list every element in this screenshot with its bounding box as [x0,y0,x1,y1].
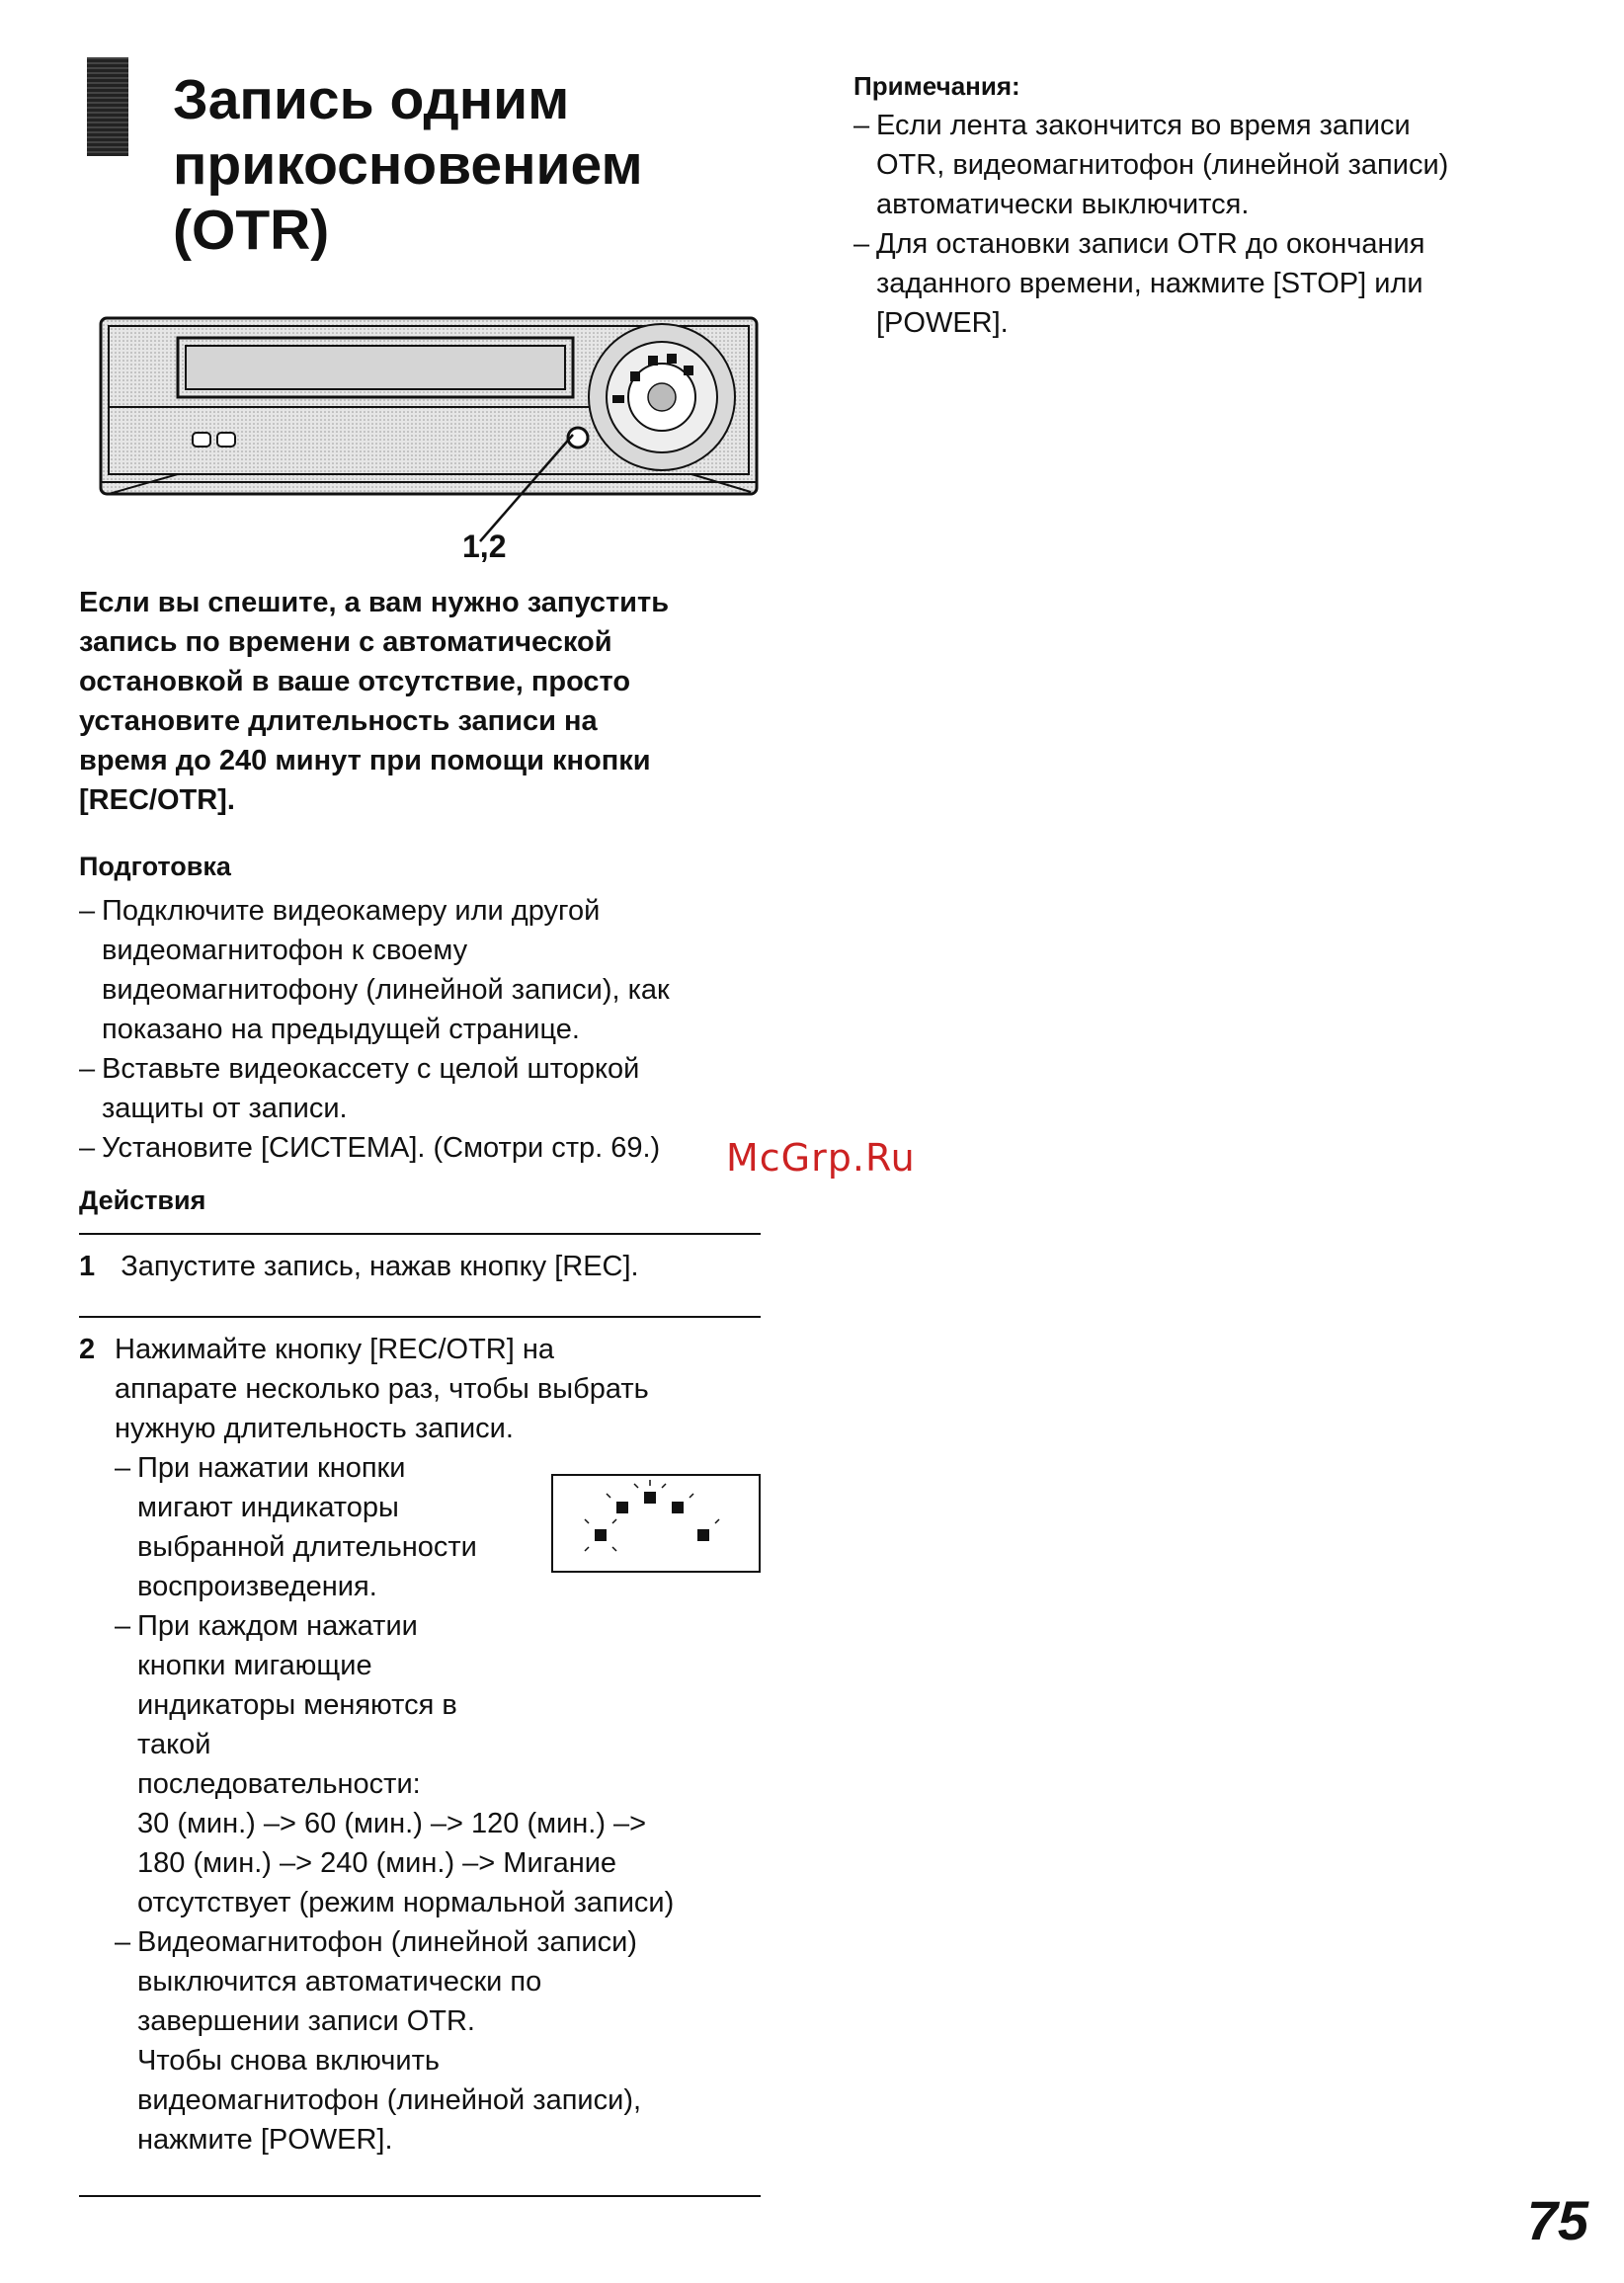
note-item [853,106,1565,224]
preparation-line: видеомагнитофон к своему [102,935,468,966]
subitem-line: завершении записи OTR. [137,2005,475,2037]
preparation-line: Установите [СИСТЕМА]. (Смотри стр. 69.) [102,1132,661,1164]
note-line: Для остановки записи OTR до окончания [876,228,1425,260]
bullet-dash: – [79,1053,96,1085]
subitem-line: воспроизведения. [137,1571,377,1602]
step-2 [79,1330,674,2160]
step-2-subitem [115,1606,674,1922]
intro-line: время до 240 минут при помощи кнопки [79,745,651,776]
subitem-line: отсутствует (режим нормальной записи) [137,1887,675,1918]
indicator-lamps-icon [553,1476,759,1571]
note-line: OTR, видеомагнитофон (линейной записи) [876,149,1449,181]
subitem-line: 180 (мин.) –> 240 (мин.) –> Мигание [137,1847,617,1879]
divider [79,1233,761,1235]
step-number: 2 [79,1334,96,1365]
step-1 [79,1247,639,1286]
step-number: 1 [79,1251,96,1282]
bullet-dash: – [853,228,870,260]
subitem-line: видеомагнитофон (линейной записи), [137,2084,642,2116]
preparation-line: Подключите видеокамеру или другой [102,895,601,927]
step-text: нужную длительность записи. [115,1413,514,1444]
divider [79,2195,761,2197]
watermark: McGrp.Ru [726,1136,916,1180]
subitem-line: При каждом нажатии [137,1610,418,1642]
otr-indicators-illustration [551,1474,761,1573]
title-line: Запись одним [173,68,570,131]
preparation-heading: Подготовка [79,852,231,881]
preparation-item [79,1049,790,1128]
intro-line: [REC/OTR]. [79,784,235,816]
vcr-front-panel-illustration [99,316,761,500]
subitem-line: выключится автоматически по [137,1966,542,1998]
page-number: 75 [1526,2189,1588,2251]
subitem-line: При нажатии кнопки [137,1452,406,1484]
subitem-line: мигают индикаторы [137,1492,399,1523]
title-line: (OTR) [173,199,330,262]
subitem-line: индикаторы меняются в [137,1689,457,1721]
intro-line: остановкой в ваше отсутствие, просто [79,666,631,697]
intro-line: Если вы спешите, а вам нужно запустить [79,587,670,618]
subitem-line: выбранной длительности [137,1531,477,1563]
step-text: аппарате несколько раз, чтобы выбрать [115,1373,649,1405]
subitem-line: нажмите [POWER]. [137,2124,393,2156]
bullet-dash: – [79,1132,96,1164]
note-line: заданного времени, нажмите [STOP] или [876,268,1423,299]
notes-section [853,71,1565,343]
note-line: [POWER]. [876,307,1009,339]
divider [79,1316,761,1318]
note-item [853,224,1565,343]
intro-line: запись по времени с автоматической [79,626,612,658]
subitem-line: кнопки мигающие [137,1650,372,1681]
preparation-line: защиты от записи. [102,1093,348,1124]
bullet-dash: – [853,110,870,141]
page-title [173,67,805,263]
title-line: прикосновением [173,133,643,197]
intro-line: установите длительность записи на [79,705,598,737]
subitem-line: 30 (мин.) –> 60 (мин.) –> 120 (мин.) –> [137,1808,647,1839]
subitem-line: последовательности: [137,1768,421,1800]
bullet-dash: – [115,1926,131,1958]
step-text: Запустите запись, нажав кнопку [REC]. [121,1251,639,1282]
note-line: автоматически выключится. [876,189,1250,220]
bullet-dash: – [115,1452,131,1484]
bullet-dash: – [79,895,96,927]
preparation-item [79,1128,790,1168]
intro-paragraph [79,583,771,820]
preparation-line: Вставьте видеокассету с целой шторкой [102,1053,640,1085]
step-2-subitem [115,1922,674,2160]
callout-label: 1,2 [462,529,507,564]
notes-heading: Примечания: [853,71,1020,101]
step-text: Нажимайте кнопку [REC/OTR] на [115,1334,554,1365]
preparation-line: показано на предыдущей странице. [102,1014,580,1045]
subitem-line: такой [137,1729,211,1760]
title-marker-bar [87,57,128,156]
subitem-line: Чтобы снова включить [137,2045,440,2077]
preparation-item [79,891,790,1049]
preparation-line: видеомагнитофону (линейной записи), как [102,974,670,1006]
preparation-list [79,891,790,1168]
note-line: Если лента закончится во время записи [876,110,1411,141]
subitem-line: Видеомагнитофон (линейной записи) [137,1926,637,1958]
actions-heading: Действия [79,1185,206,1215]
bullet-dash: – [115,1610,131,1642]
